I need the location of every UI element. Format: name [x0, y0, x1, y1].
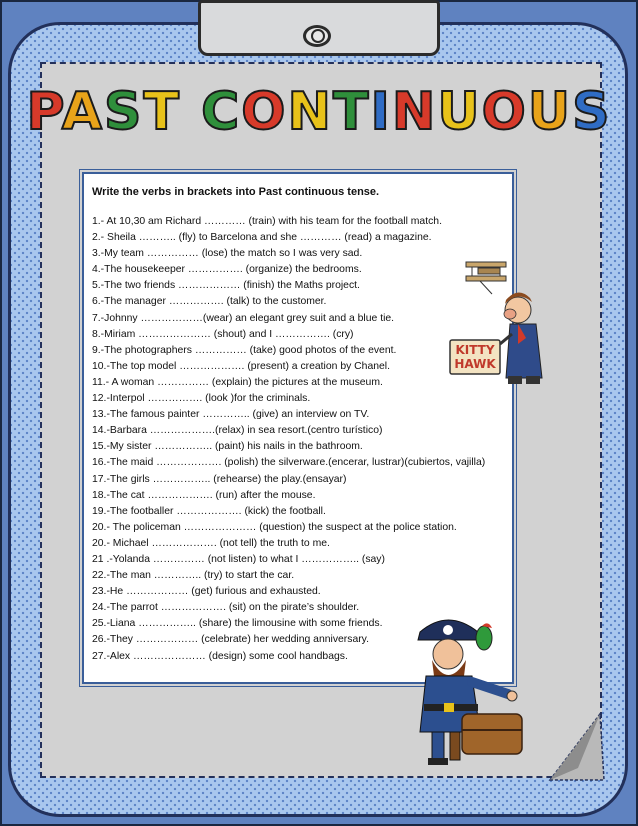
exercise-sentence: 16.-The maid ………………. (polish) the silverware.(encerar, lustrar)(cubiertos, vajilla) [92, 457, 486, 469]
exercise-sentence: 1.- At 10,30 am Richard ………… (train) with his team for the football match. [92, 216, 442, 227]
exercise-sentence: 10.-The top model ………………. (present) a creation by Chanel. [92, 360, 390, 372]
parrot-icon [476, 623, 492, 650]
exercise-sentence: 18.-The cat ………………. (run) after the mouse. [92, 489, 316, 501]
sentence-list [92, 214, 504, 665]
exercise-sentence: 8.-Miriam ………………… (shout) and I ……………. (cry) [92, 328, 354, 340]
exercise-sentence: 27.-Alex ………………… (design) some cool handbags. [92, 650, 348, 662]
clipboard-clip [198, 0, 440, 56]
aviator-cartoon-icon [448, 254, 560, 394]
exercise-sentence: 6.-The manager ……………. (talk) to the customer. [92, 296, 327, 308]
pirate-cartoon-icon [380, 608, 528, 768]
exercise-sentence: 20.- Michael ………………. (not tell) the truth to me. [92, 537, 330, 549]
exercise-sentence: 15.-My sister …………….. (paint) his nails in the bathroom. [92, 441, 363, 453]
page-title: PAST CONTINUOUS [26, 82, 612, 142]
clip-hole-icon [311, 29, 325, 43]
treasure-chest-icon [462, 714, 522, 754]
exercise-sentence: 5.-The two friends ……………… (finish) the Maths project. [92, 280, 360, 292]
instructions: Write the verbs in brackets into Past continuous tense. [92, 186, 380, 198]
exercise-sentence: 22.-The man ………….. (try) to start the car. [92, 570, 295, 582]
sign-text-kitty: KITTY [455, 343, 495, 357]
biplane-icon [466, 262, 506, 294]
exercise-sentence: 3.-My team …………… (lose) the match so I was very sad. [92, 248, 363, 260]
exercise-sentence: 2.- Sheila ……….. (fly) to Barcelona and she ………… (read) a magazine. [92, 232, 432, 244]
exercise-sentence: 14.-Barbara ……………….(relax) in sea resort.(centro turístico) [92, 425, 383, 437]
exercise-sentence: 24.-The parrot ………………. (sit) on the pirate’s shoulder. [92, 602, 360, 614]
exercise-sentence: 12.-Interpol ……………. (look )for the criminals. [92, 393, 311, 405]
exercise-sentence: 19.-The footballer ………………. (kick) the football. [92, 505, 326, 517]
exercise-sentence: 11.- A woman …………… (explain) the pictures at the museum. [92, 376, 383, 388]
exercise-sentence: 17.-The girls …………….. (rehearse) the play.(ensayar) [92, 473, 347, 485]
exercise-sentence: 21 .-Yolanda …………… (not listen) to what I …………….. (say) [92, 553, 385, 565]
exercise-sentence: 20.- The policeman ………………… (question) the suspect at the police station. [92, 521, 457, 533]
exercise-sentence: 7.-Johnny ………………(wear) an elegant grey suit and a blue tie. [92, 312, 395, 324]
exercise-sentence: 4.-The housekeeper ……………. (organize) the bedrooms. [92, 264, 362, 276]
exercise-sentence: 9.-The photographers …………… (take) good photos of the event. [92, 344, 397, 356]
sign-text-hawk: HAWK [454, 357, 496, 371]
exercise-sentence: 13.-The famous painter ………….. (give) an interview on TV. [92, 409, 370, 421]
exercise-sentence: 25.-Liana …………….. (share) the limousine with some friends. [92, 618, 383, 630]
page-curl-icon [548, 710, 606, 784]
exercise-sentence: 26.-They ……………… (celebrate) her wedding anniversary. [92, 634, 369, 646]
exercise-sentence: 23.-He ……………… (get) furious and exhausted. [92, 586, 321, 598]
